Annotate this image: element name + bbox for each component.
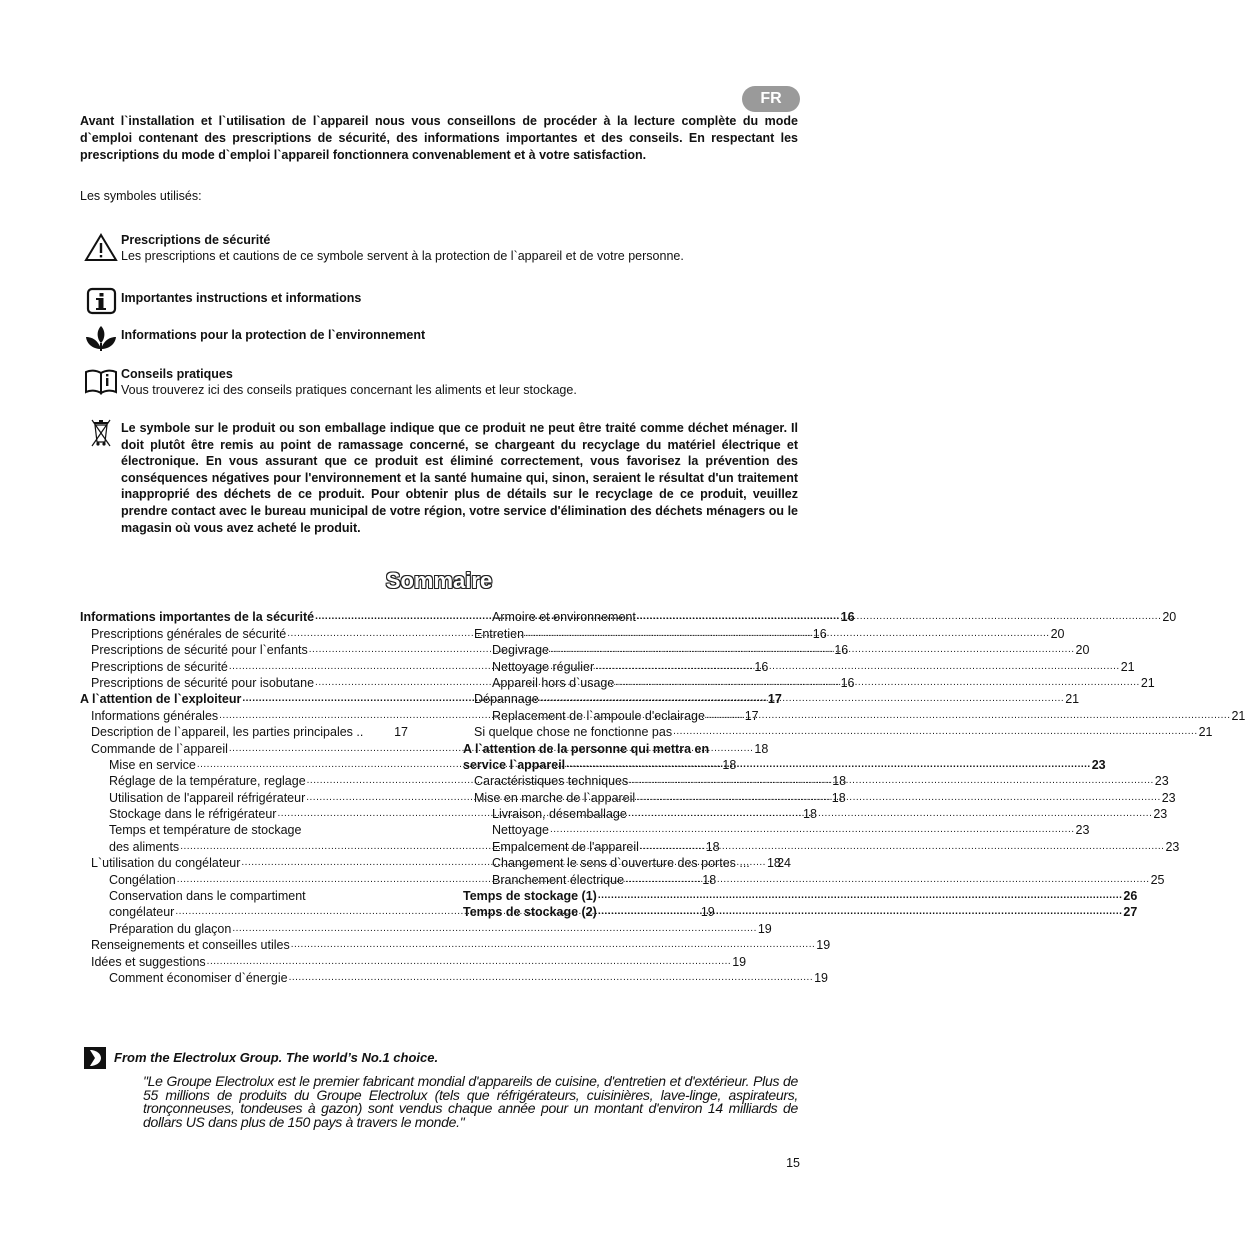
toc-leader-dots [289, 968, 814, 986]
toc-entry-title: service l`appareil [463, 757, 566, 772]
toc-entry-page: 23 [1075, 823, 1090, 838]
toc-leader-dots [636, 788, 1161, 806]
toc-entry-title: Préparation du glaçon [109, 921, 232, 936]
toc-entry-title: Temps et température de stockage [109, 823, 302, 838]
toc-entry-page: 18 [702, 872, 717, 887]
toc-entry-page: 18 [831, 790, 846, 805]
symbols-heading: Les symboles utilisés: [80, 189, 202, 203]
toc-entry-page: 21 [1120, 659, 1135, 674]
toc-leader-dots [595, 657, 1120, 675]
toc-entry-page: 16 [812, 626, 827, 641]
toc-entry-title: Entretien [474, 626, 525, 641]
language-badge: FR [742, 86, 800, 112]
toc-entry-title: Informations importantes de la sécurité [80, 610, 315, 625]
toc-entry [463, 904, 1138, 920]
toc-entry-title: Temps de stockage (2) [463, 905, 597, 920]
symbol-tips-text: Vous trouverez ici des conseils pratiques concernant les aliments et leur stockage. [121, 383, 577, 397]
toc-entry-page: 27 [1123, 905, 1138, 920]
electrolux-logo-icon [84, 1047, 106, 1069]
toc-entry-title: Armoire et environnement [492, 610, 636, 625]
toc-entry-title: L`utilisation du congélateur [91, 856, 241, 871]
toc-entry-title: Conservation dans le compartiment [109, 889, 306, 904]
toc-leader-dots [566, 755, 1091, 773]
toc-entry-title: Appareil hors d`usage [492, 675, 615, 690]
toc-entry-title: A l`attention de la personne qui mettra en [463, 741, 710, 756]
toc-entry-page: 21 [1065, 692, 1080, 707]
toc-entry-page: 17 [744, 708, 759, 723]
toc-leader-dots [625, 870, 1150, 888]
toc-entry-page: 23 [1153, 807, 1168, 822]
electrolux-brand-line [84, 1047, 804, 1069]
toc-entry-title: Livraison, désemballage [492, 807, 627, 822]
toc-entry-title: Renseignements et conseilles utiles [91, 938, 290, 953]
toc-entry-page: 16 [840, 675, 855, 690]
toc-entry-page: 18 [754, 741, 769, 756]
toc-entry-title: congélateur [109, 905, 175, 920]
warning-triangle-icon [84, 232, 118, 262]
toc-entry-page: 18 [832, 774, 847, 789]
toc-entry-title: Si quelque chose ne fonctionne pas [474, 725, 673, 740]
toc-entry-title: Stockage dans le réfrigérateur [109, 807, 277, 822]
toc-entry-page: 23 [1161, 790, 1176, 805]
toc-entry-page: 26 [1123, 889, 1138, 904]
toc-entry-title: Prescriptions de sécurité pour isobutane [91, 675, 315, 690]
toc-entry-title: Congélation [109, 872, 176, 887]
toc-leader-dots [598, 886, 1123, 904]
toc-entry-title: Caractéristiques techniques [474, 774, 629, 789]
toc-leader-dots [207, 952, 732, 970]
toc-leader-dots [706, 706, 1231, 724]
book-icon [84, 366, 118, 396]
weee-text: Le symbole sur le produit ou son emballage indique que ce produit ne peut être traité comme déchet ménager. Il doit plutôt être remis au point de ramassage concerné, se chargeant du recyclage du matériel électrique et électronique. En vous assurant que ce produit est éliminé correctement, vous favorisez la prévention des conséquences négatives pour l'environnement et la santé humaine qui, sinon, seraient le résultat d'un traitement inapproprié des déchets de ce produit. Pour obtenir plus de détails sur le recyclage de ce produit, veuillez prendre contact avec le bureau municipal de votre région, votre service d'élimination des déchets ménagers ou le magasin où vous avez acheté le produit. [121, 421, 798, 535]
toc-entry-page: 16 [834, 643, 849, 658]
toc-entry [80, 970, 828, 986]
toc-entry-page: 19 [732, 954, 747, 969]
toc-leader-dots [291, 935, 816, 953]
toc-leader-dots [598, 902, 1123, 920]
info-icon [84, 287, 118, 317]
toc-entry-page: 18 [803, 807, 817, 822]
toc-entry [463, 724, 1213, 740]
toc-entry-title: Idées et suggestions [91, 954, 206, 969]
toc-entry-title: Description de l`appareil, les parties principales .. [91, 725, 364, 740]
toc-leader-dots [629, 771, 1154, 789]
toc-entry-title: Dépannage [474, 692, 539, 707]
leaf-icon [84, 323, 118, 353]
symbol-info-title: Importantes instructions et informations [121, 291, 362, 305]
toc-entry-page: 21 [1198, 725, 1213, 740]
toc-entry-title: Comment économiser d`énergie [109, 970, 288, 985]
toc-entry-page: 18 [766, 856, 781, 871]
toc-entry-page: 21 [1231, 708, 1245, 723]
toc-entry-title: Mise en marche de l`appareil [474, 790, 636, 805]
crossed-bin-icon [90, 418, 112, 448]
toc-leader-dots [615, 673, 1140, 691]
toc-entry [463, 838, 1180, 854]
symbol-tips-title: Conseils pratiques [121, 367, 233, 381]
toc-entry-page: 23 [1154, 774, 1169, 789]
toc-entry-title: Nettoyage [492, 823, 549, 838]
toc-entry-title: Replacement de l`ampoule d'eclairage [492, 708, 705, 723]
toc-entry-page: 16 [754, 659, 769, 674]
page-number: 15 [786, 1156, 800, 1170]
toc-entry-title: Prescriptions de sécurité pour l`enfants [91, 643, 308, 658]
toc-entry-title: Commande de l`appareil [91, 741, 228, 756]
toc-entry-page: 21 [1140, 675, 1155, 690]
toc-entry-page: 17 [394, 725, 408, 740]
toc-entry-page: 19 [814, 970, 828, 985]
toc-entry-title: Informations générales [91, 708, 219, 723]
toc-leader-dots [232, 919, 757, 937]
electrolux-quote: "Le Groupe Electrolux est le premier fabricant mondial d'appareils de cuisine, d'entretien et d'extérieur. Plus de 55 millions de produits du Groupe Electrolux (tels que réfrigérateurs, cuisinières, lave-linge, aspirateurs, tronçonneuses, tondeuses à gazon) sont vendus chaque année pour un montant d'environ 14 milliards de dollars US dans plus de 150 pays à travers le monde." [143, 1073, 798, 1130]
toc-entry-page: 24 [777, 856, 791, 871]
toc-leader-dots [540, 689, 1065, 707]
toc-entry-title: Nettoyage régulier [492, 659, 595, 674]
symbol-environment-title: Informations pour la protection de l`environnement [121, 328, 426, 342]
toc-entry-title: Prescriptions de sécurité [91, 659, 228, 674]
toc-entry-title: Empalcement de l'appareil [492, 839, 639, 854]
toc-entry-page: 17 [767, 692, 782, 707]
toc-entry-page: 16 [840, 610, 855, 625]
sommaire-heading: Sommaire [385, 568, 493, 593]
brand-tagline: From the Electrolux Group. The world’s No.1 choice. [114, 1050, 439, 1065]
toc-entry-title: Changement le sens d`ouverture des portes ... [492, 856, 750, 871]
toc-leader-dots [550, 820, 1075, 838]
toc-entry-page: 23 [1091, 757, 1106, 772]
toc-leader-dots [550, 640, 1075, 658]
toc-leader-dots [525, 624, 1050, 642]
toc-entry-title: A l`attention de l`exploiteur [80, 692, 242, 707]
toc-leader-dots [637, 607, 1162, 625]
toc-entry-page: 25 [1150, 872, 1165, 887]
toc-entry-title: Branchement électrique [492, 872, 625, 887]
toc-leader-dots [640, 837, 1165, 855]
toc-leader-dots [673, 722, 1198, 740]
toc-entry-page: 20 [1050, 626, 1065, 641]
toc-entry-title: des aliments [109, 839, 180, 854]
intro-paragraph: Avant l`installation et l`utilisation de l`appareil nous vous conseillons de procéder à la lecture complète du mode d`emploi contenant des prescriptions de sécurité, des informations importantes et des conseils. En respectant les prescriptions du mode d`emploi l`appareil fonctionnera convenablement et à votre satisfaction. [80, 114, 798, 162]
toc-entry-page: 19 [757, 921, 772, 936]
toc-leader-dots [628, 804, 1153, 822]
toc-entry-page: 20 [1162, 610, 1177, 625]
toc-entry-title: Mise en service [109, 757, 196, 772]
toc-entry-title: Temps de stockage (1) [463, 889, 597, 904]
toc-entry-page: 23 [1165, 839, 1180, 854]
toc-entry-title: Degivrage [492, 643, 549, 658]
toc-entry-page: 18 [722, 757, 737, 772]
symbol-safety-text: Les prescriptions et cautions de ce symbole servent à la protection de l`appareil et de votre personne. [121, 249, 684, 263]
symbol-safety-title: Prescriptions de sécurité [121, 233, 271, 247]
toc-entry-page: 19 [700, 905, 715, 920]
toc-entry-page: 19 [816, 938, 831, 953]
toc-entry-page: 18 [705, 839, 720, 854]
toc-entry-title: Réglage de la température, reglage [109, 774, 306, 789]
toc-entry-title: Prescriptions générales de sécurité [91, 626, 287, 641]
toc-entry-title: Utilisation de l'appareil réfrigérateur [109, 790, 306, 805]
toc-entry-page: 20 [1075, 643, 1090, 658]
